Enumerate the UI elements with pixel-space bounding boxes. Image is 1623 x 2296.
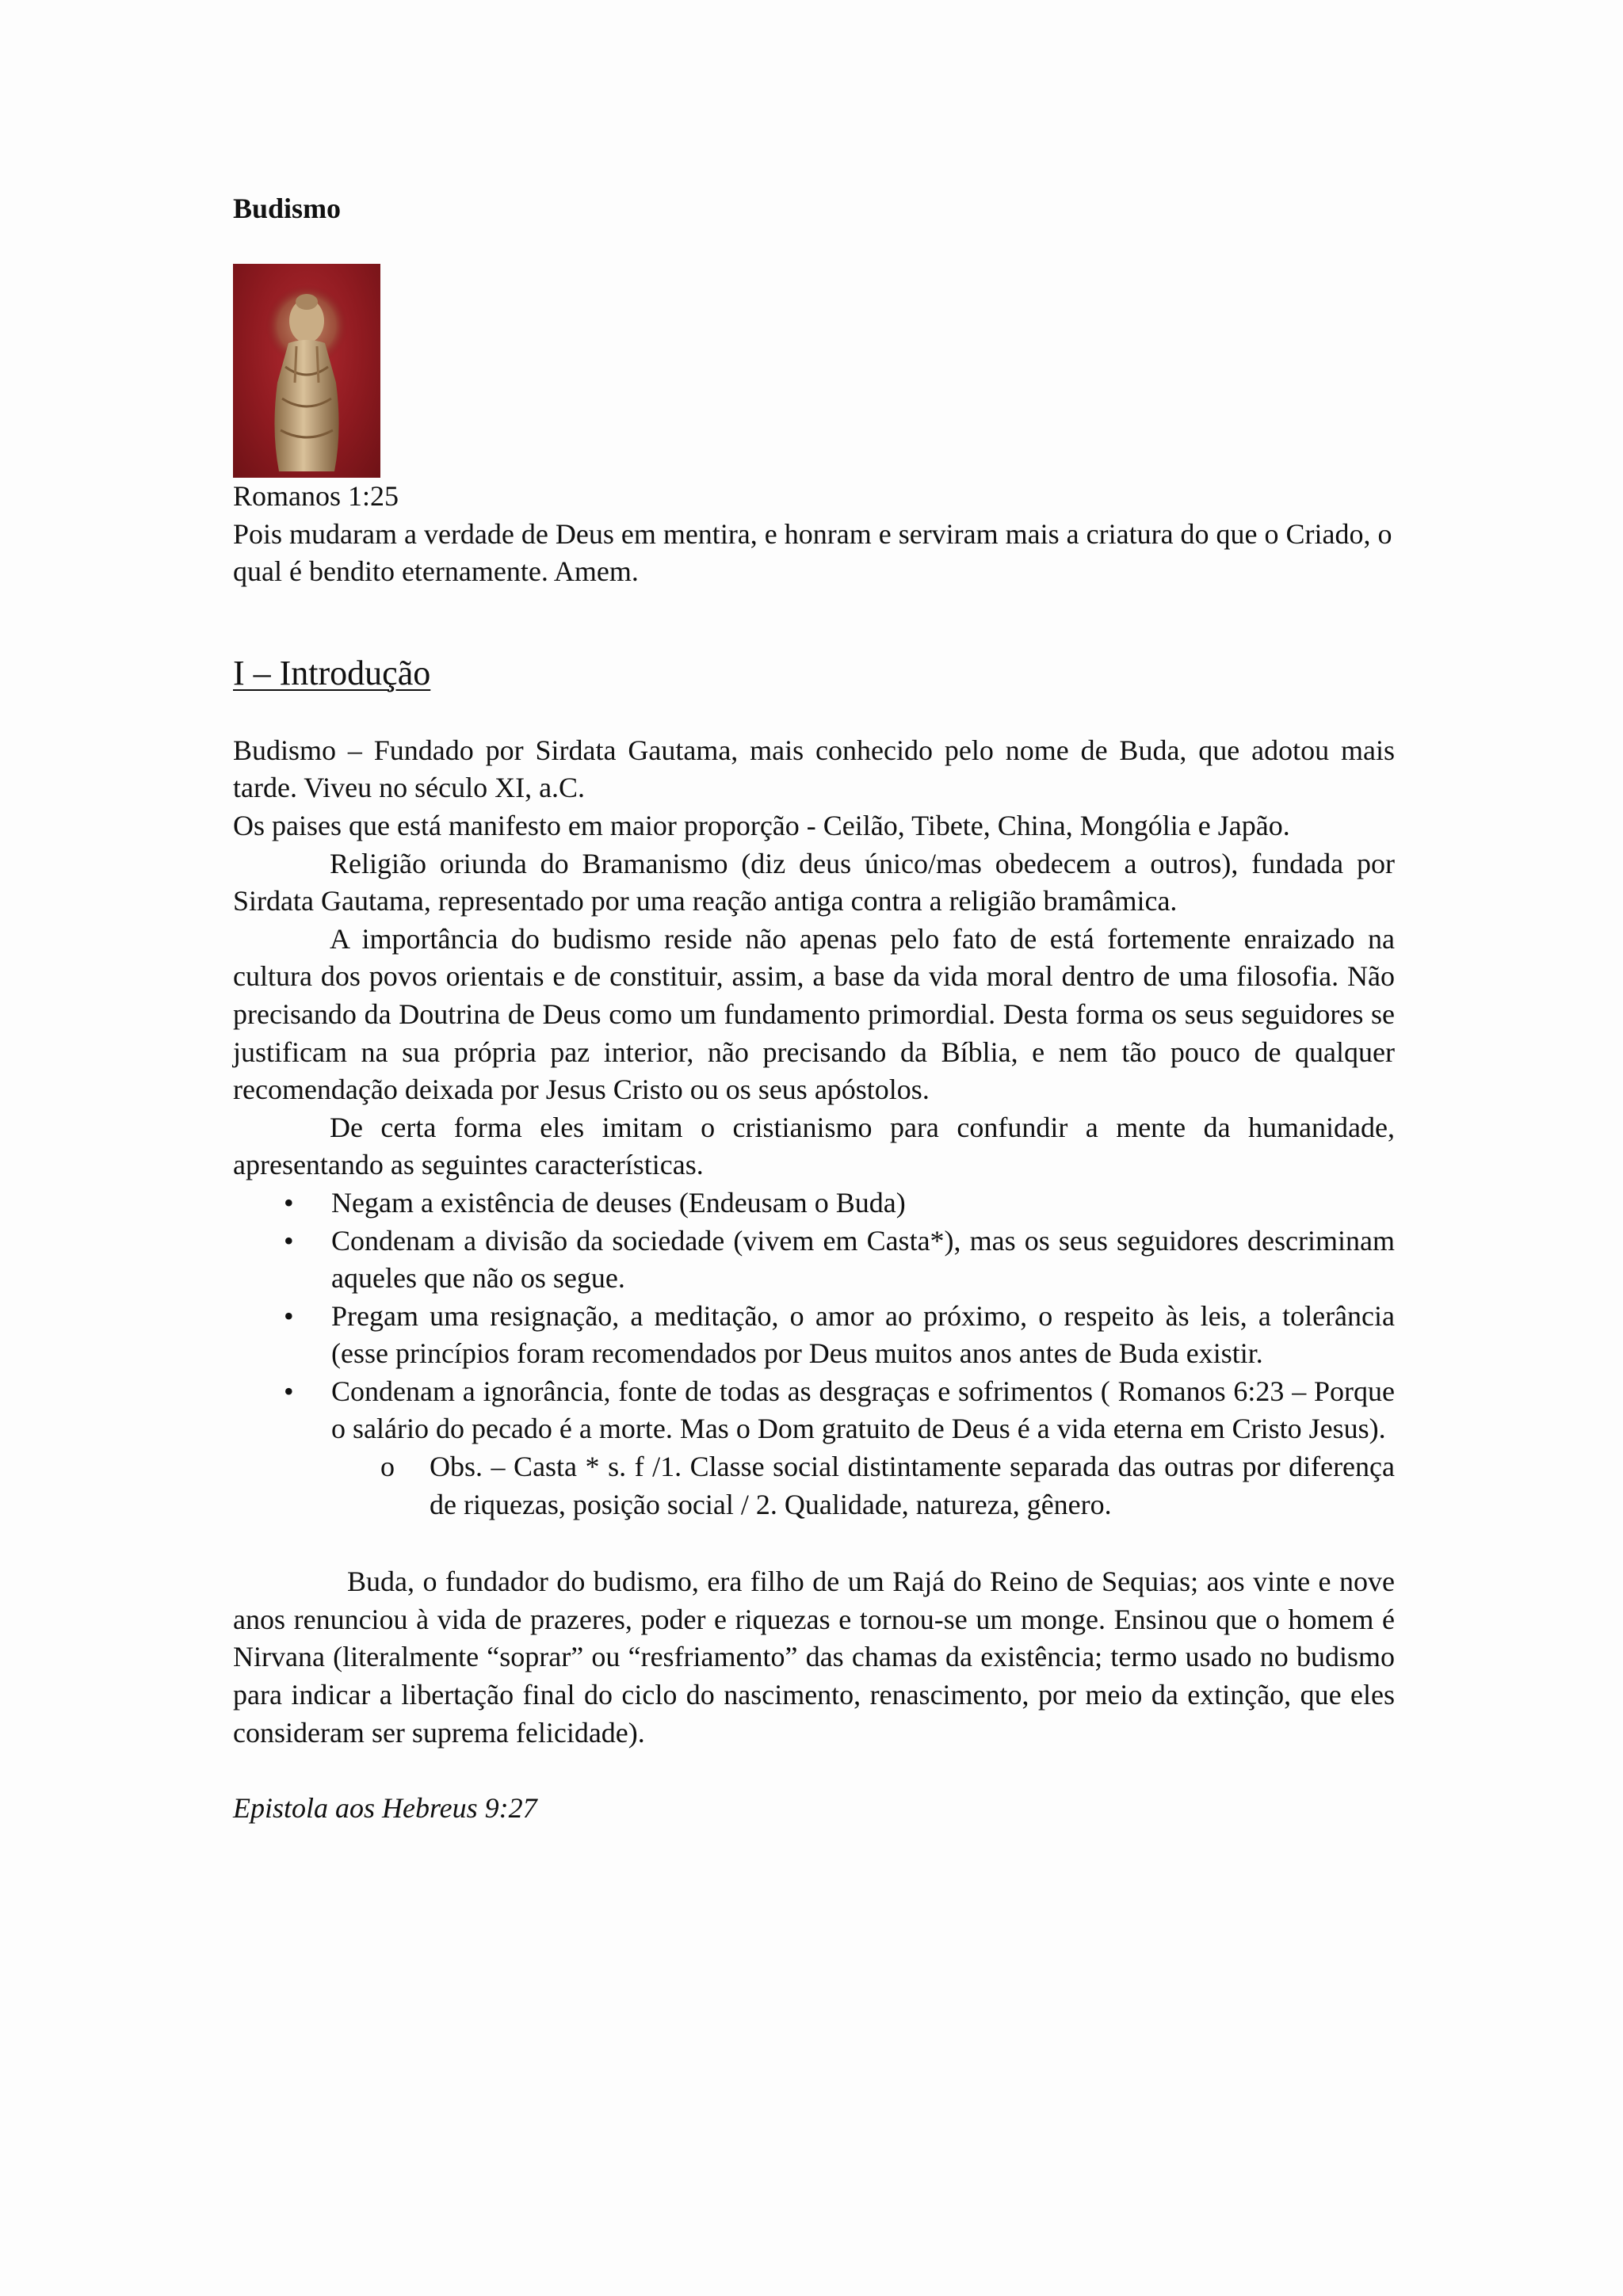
sub-bullet-marker: o <box>380 1451 395 1483</box>
sub-list-item-text: Obs. – Casta * s. f /1. Classe social distintamente separada das outras por diferença de riquezas, posição social / 2. Qualidade, natureza, gênero. <box>430 1451 1395 1520</box>
sub-list <box>233 1448 1395 1524</box>
buddha-statue-image <box>233 264 380 478</box>
paragraph-importance: A importância do budismo reside não apenas pelo fato de está fortemente enraizado na cultura dos povos orientais e de constituir, assim, a base da vida moral dentro de uma filosofia. Não precisando da Doutrina de Deus como um fundamento primordial. Desta forma os seus seguidores se justificam na sua própria paz interior, não precisando da Bíblia, e nem tão pouco de qualquer recomendação deixada por Jesus Cristo ou os seus apóstolos. <box>233 922 1395 1106</box>
document-title: Budismo <box>233 193 342 224</box>
list-item: • Negam a existência de deuses (Endeusam o Buda) <box>233 1184 1395 1222</box>
section-heading: I – Introdução <box>233 653 431 692</box>
buddha-statue-icon <box>233 264 380 478</box>
paragraph-religion: Religião oriunda do Bramanismo (diz deus único/mas obedecem a outros), fundada por Sirdata Gautama, representado por uma reação antiga contra a religião bramâmica. <box>233 847 1395 917</box>
verse-reference: Romanos 1:25 <box>233 480 399 512</box>
paragraph-founder: Buda, o fundador do budismo, era filho de um Rajá do Reino de Sequias; aos vinte e nove anos renunciou à vida de prazeres, poder e riquezas e tornou-se um monge. Ensinou que o homem é Nirvana (literalmente “soprar” ou “resfriamento” das chamas da existência; termo usado no budismo para indicar a libertação final do ciclo do nascimento, renascimento, por meio da extinção, que eles consideram ser suprema felicidade). <box>233 1566 1395 1749</box>
sub-list-item <box>233 1448 1395 1524</box>
list-item-text: Condenam a ignorância, fonte de todas as desgraças e sofrimentos ( Romanos 6:23 – Porque o salário do pecado é a morte. Mas o Dom gratuito de Deus é a vida eterna em Cristo Jesus). <box>331 1375 1395 1445</box>
paragraph-countries: Os paises que está manifesto em maior proporção - Ceilão, Tibete, China, Mongólia e Japão. <box>233 809 1290 841</box>
verse-text: Pois mudaram a verdade de Deus em mentira, e honram e serviram mais a criatura do que o Criado, o qual é bendito eternamente. Amem. <box>233 517 1392 588</box>
list-item <box>233 1373 1395 1524</box>
closing-reference: Epistola aos Hebreus 9:27 <box>233 1792 537 1825</box>
characteristics-list <box>233 1184 1395 1524</box>
list-item: • Condenam a divisão da sociedade (vivem em Casta*), mas os seus seguidores descriminam aqueles que não os segue. <box>233 1222 1395 1298</box>
paragraph-intro: Budismo – Fundado por Sirdata Gautama, mais conhecido pelo nome de Buda, que adotou mais tarde. Viveu no século XI, a.C. <box>233 734 1395 804</box>
document-page <box>233 190 1395 1828</box>
list-item: • Pregam uma resignação, a meditação, o amor ao próximo, o respeito às leis, a tolerância (esse princípios foram recomendados por Deus muitos anos antes de Buda existir. <box>233 1298 1395 1373</box>
paragraph-imitation: De certa forma eles imitam o cristianismo para confundir a mente da humanidade, apresentando as seguintes características. <box>233 1111 1395 1181</box>
